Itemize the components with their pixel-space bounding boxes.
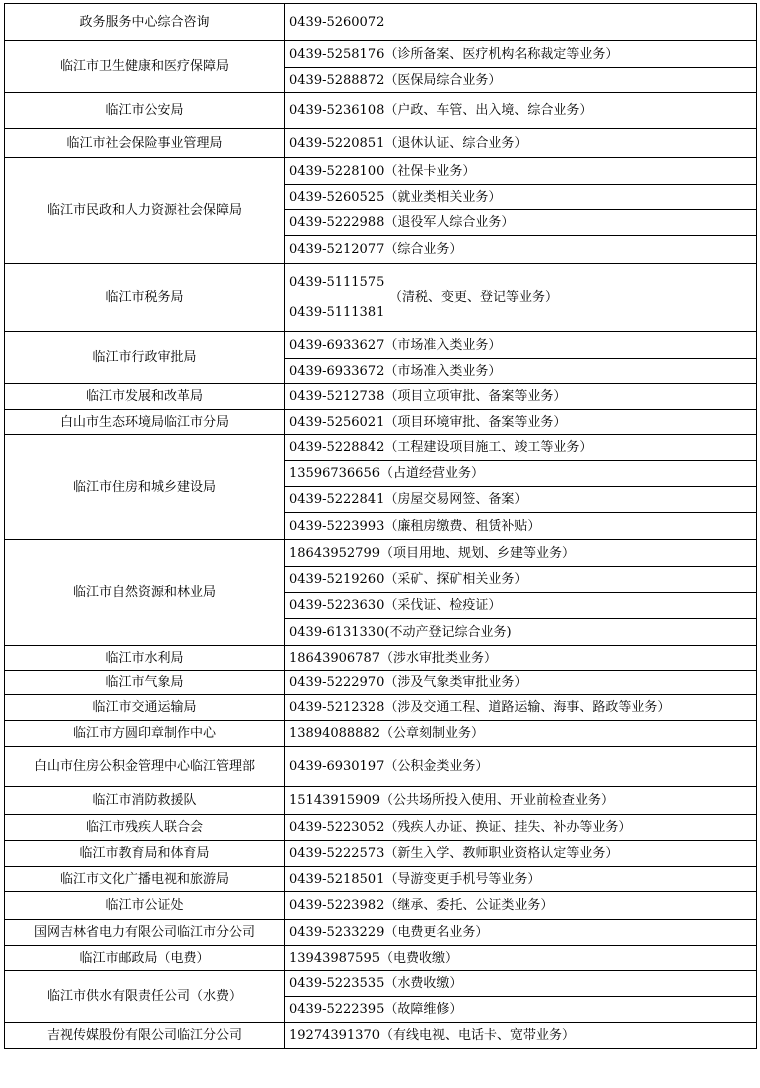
department-name: 白山市生态环境局临江市分局 bbox=[5, 410, 285, 435]
department-name: 临江市社会保险事业管理局 bbox=[5, 129, 285, 158]
table-row bbox=[5, 1023, 757, 1049]
table-row bbox=[5, 332, 757, 359]
department-name: 临江市公安局 bbox=[5, 93, 285, 129]
table-row bbox=[5, 946, 757, 971]
phone-entry: 0439-5233229（电费更名业务） bbox=[285, 920, 757, 946]
phone-entry: 13596736656（占道经营业务） bbox=[285, 461, 757, 487]
table-row bbox=[5, 410, 757, 435]
table-row bbox=[5, 787, 757, 815]
phone-entry: 0439-6131330(不动产登记综合业务) bbox=[285, 619, 757, 646]
department-name: 临江市水利局 bbox=[5, 646, 285, 671]
table-row bbox=[5, 4, 757, 41]
table-row bbox=[5, 264, 757, 332]
phone-entry: 0439-5228842（工程建设项目施工、竣工等业务） bbox=[285, 435, 757, 461]
department-name: 临江市残疾人联合会 bbox=[5, 815, 285, 841]
department-name: 临江市自然资源和林业局 bbox=[5, 540, 285, 646]
department-name: 白山市住房公积金管理中心临江管理部 bbox=[5, 747, 285, 787]
table-row bbox=[5, 867, 757, 892]
phone-entry: 13894088882（公章刻制业务） bbox=[285, 721, 757, 747]
phone-entry: 0439-5228100（社保卡业务） bbox=[285, 158, 757, 185]
phone-entry: 0439-5219260（采矿、探矿相关业务） bbox=[285, 567, 757, 593]
table-row bbox=[5, 815, 757, 841]
phone-entry: 0439-5222841（房屋交易网签、备案） bbox=[285, 487, 757, 513]
department-name: 政务服务中心综合咨询 bbox=[5, 4, 285, 41]
department-name: 临江市公证处 bbox=[5, 892, 285, 920]
table-row bbox=[5, 971, 757, 997]
table-row bbox=[5, 747, 757, 787]
phone-cell bbox=[285, 264, 757, 332]
table-row bbox=[5, 646, 757, 671]
phone-entry: 0439-6933627（市场准入类业务） bbox=[285, 332, 757, 359]
table-row bbox=[5, 384, 757, 410]
phone-entry: 0439-5220851（退休认证、综合业务） bbox=[285, 129, 757, 158]
table-row bbox=[5, 540, 757, 567]
department-name: 吉视传媒股份有限公司临江分公司 bbox=[5, 1023, 285, 1049]
department-name: 临江市邮政局（电费） bbox=[5, 946, 285, 971]
department-name: 临江市供水有限责任公司（水费） bbox=[5, 971, 285, 1023]
table-row bbox=[5, 695, 757, 721]
phone-entry: 0439-5256021（项目环境审批、备案等业务） bbox=[285, 410, 757, 435]
phone-entry: 0439-5223052（残疾人办证、换证、挂失、补办等业务） bbox=[285, 815, 757, 841]
phone-entry: 0439-5222573（新生入学、教师职业资格认定等业务） bbox=[285, 841, 757, 867]
department-name: 临江市教育局和体育局 bbox=[5, 841, 285, 867]
phone-entry: 18643906787（涉水审批类业务） bbox=[285, 646, 757, 671]
table-row bbox=[5, 93, 757, 129]
phone-entry: 0439-5223982（继承、委托、公证类业务） bbox=[285, 892, 757, 920]
phone-entry: 0439-5288872（医保局综合业务） bbox=[285, 68, 757, 93]
phone-entry: 0439-5223630（采伐证、检疫证） bbox=[285, 593, 757, 619]
table-row bbox=[5, 892, 757, 920]
phone-entry: 0439-5223993（廉租房缴费、租赁补贴） bbox=[285, 513, 757, 540]
phone-entry: 0439-6933672（市场准入类业务） bbox=[285, 359, 757, 384]
phone-entry: 0439-5223535（水费收缴） bbox=[285, 971, 757, 997]
department-name: 国网吉林省电力有限公司临江市分公司 bbox=[5, 920, 285, 946]
phone-entry: 18643952799（项目用地、规划、乡建等业务） bbox=[285, 540, 757, 567]
table-row bbox=[5, 721, 757, 747]
department-name: 临江市消防救援队 bbox=[5, 787, 285, 815]
table-row bbox=[5, 920, 757, 946]
service-note: （清税、变更、登记等业务） bbox=[389, 290, 559, 305]
phone-entry: 19274391370（有线电视、电话卡、宽带业务） bbox=[285, 1023, 757, 1049]
phone-entry: 15143915909（公共场所投入使用、开业前检查业务） bbox=[285, 787, 757, 815]
phone-entry: 0439-5212328（涉及交通工程、道路运输、海事、路政等业务） bbox=[285, 695, 757, 721]
phone-entry: 0439-5222395（故障维修） bbox=[285, 997, 757, 1023]
department-name: 临江市税务局 bbox=[5, 264, 285, 332]
phone-entry: 0439-5222988（退役军人综合业务） bbox=[285, 210, 757, 236]
contact-directory-table bbox=[4, 3, 757, 1049]
department-name: 临江市行政审批局 bbox=[5, 332, 285, 384]
phone-entry: 13943987595（电费收缴） bbox=[285, 946, 757, 971]
department-name: 临江市卫生健康和医疗保障局 bbox=[5, 41, 285, 93]
phone-entry: 0439-6930197（公积金类业务） bbox=[285, 747, 757, 787]
department-name: 临江市文化广播电视和旅游局 bbox=[5, 867, 285, 892]
phone-entry: 0439-5260072 bbox=[285, 4, 757, 41]
table-row bbox=[5, 671, 757, 695]
table-row bbox=[5, 435, 757, 461]
department-name: 临江市方圆印章制作中心 bbox=[5, 721, 285, 747]
phone-entry: 0439-5260525（就业类相关业务） bbox=[285, 185, 757, 210]
department-name: 临江市交通运输局 bbox=[5, 695, 285, 721]
phone-number: 0439-5111575 bbox=[289, 275, 385, 290]
table-row bbox=[5, 129, 757, 158]
phone-number: 0439-5111381 bbox=[289, 305, 385, 320]
department-name: 临江市住房和城乡建设局 bbox=[5, 435, 285, 540]
table-row bbox=[5, 158, 757, 185]
department-name: 临江市民政和人力资源社会保障局 bbox=[5, 158, 285, 264]
department-name: 临江市气象局 bbox=[5, 671, 285, 695]
phone-entry: 0439-5236108（户政、车管、出入境、综合业务） bbox=[285, 93, 757, 129]
phone-entry: 0439-5212738（项目立项审批、备案等业务） bbox=[285, 384, 757, 410]
contact-directory-body bbox=[5, 4, 757, 1049]
table-row bbox=[5, 41, 757, 68]
phone-entry: 0439-5218501（导游变更手机号等业务） bbox=[285, 867, 757, 892]
department-name: 临江市发展和改革局 bbox=[5, 384, 285, 410]
phone-entry: 0439-5222970（涉及气象类审批业务） bbox=[285, 671, 757, 695]
phone-entry: 0439-5258176（诊所备案、医疗机构名称裁定等业务） bbox=[285, 41, 757, 68]
phone-entry: 0439-5212077（综合业务） bbox=[285, 236, 757, 264]
table-row bbox=[5, 841, 757, 867]
